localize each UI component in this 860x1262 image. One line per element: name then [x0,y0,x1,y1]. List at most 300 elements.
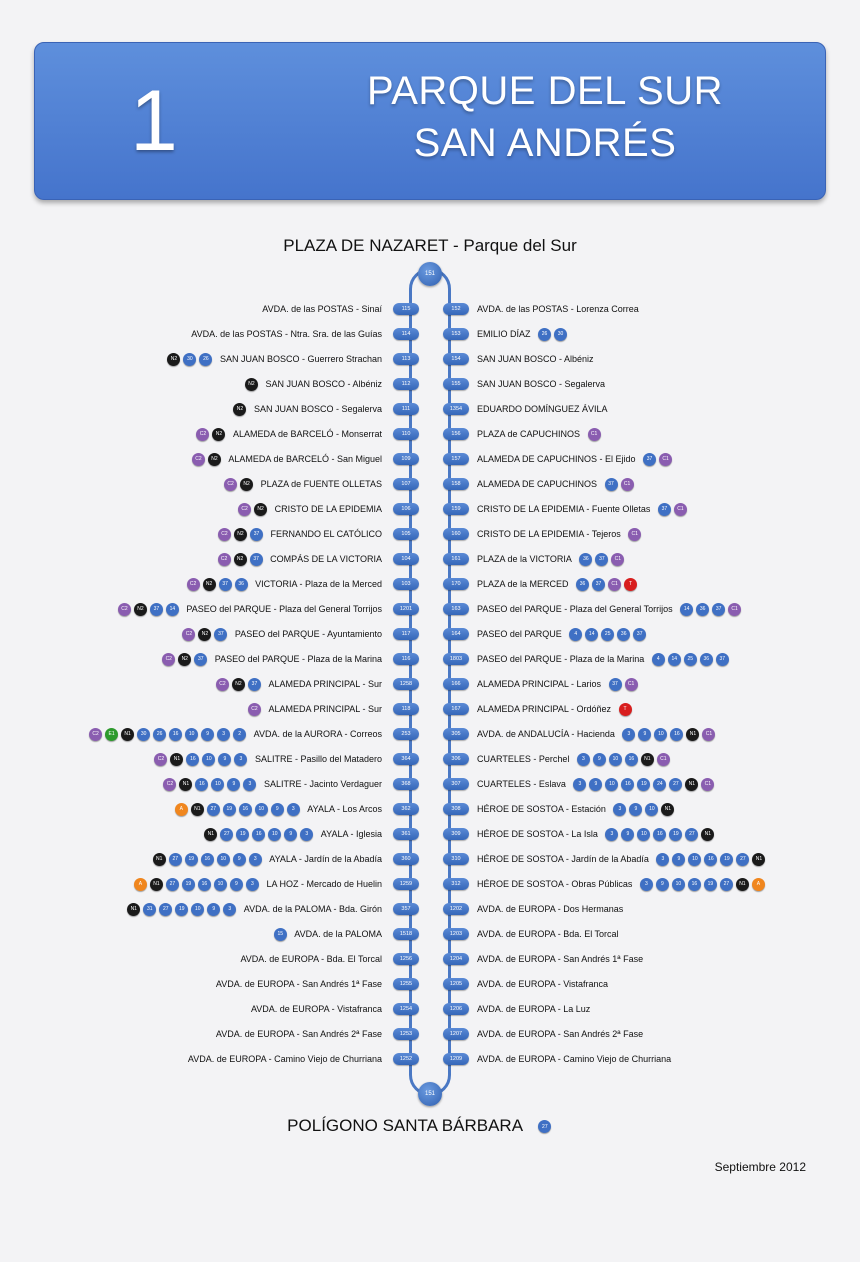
stop-row-left [216,526,382,542]
stop-row-left [214,676,382,692]
stop-row-right [477,751,671,767]
stop-row-right [477,476,635,492]
connection-badge: 19 [704,878,717,891]
connection-badge: 27 [207,803,220,816]
connection-badge: 19 [223,803,236,816]
connection-badge: 16 [653,828,666,841]
stop-name: AVDA. de EUROPA - La Luz [477,1004,591,1014]
connection-badge: N1 [153,853,166,866]
stop-code: 1202 [443,903,469,915]
stop-name: AVDA. de EUROPA - Dos Hermanas [477,904,624,914]
stop-name: HÉROE DE SOSTOA - Jardín de la Abadía [477,854,649,864]
connection-badge: N2 [134,603,147,616]
stop-code: 357 [393,903,419,915]
connection-badge: N2 [212,428,225,441]
connection-badge: 27 [166,878,179,891]
stop-connections [151,853,263,866]
connection-badge: N1 [204,828,217,841]
stop-code: 116 [393,653,419,665]
stop-code: 111 [393,403,419,415]
connection-badge: 3 [622,728,635,741]
stop-connections [237,503,269,516]
connection-badge: 26 [153,728,166,741]
stop-code: 1207 [443,1028,469,1040]
stop-code: 113 [393,353,419,365]
connection-badge: 3 [243,778,256,791]
stop-name: AYALA - Jardín de la Abadía [269,854,382,864]
connection-badge: 27 [169,853,182,866]
stop-connections [162,778,258,791]
stop-row-right [477,926,625,942]
connection-badge: N1 [127,903,140,916]
stop-row-left [245,1001,382,1017]
stop-name: PLAZA de FUENTE OLLETAS [260,479,382,489]
connection-badge: 37 [214,628,227,641]
connection-badge: C2 [216,678,229,691]
connection-badge: C2 [218,553,231,566]
top-terminus: PLAZA DE NAZARET - Parque del Sur [283,236,577,255]
connection-badge: N2 [208,453,221,466]
connection-badge: 27 [220,828,233,841]
stop-row-left [182,1051,382,1067]
connection-badge: 37 [248,678,261,691]
stop-name: CUARTELES - Eslava [477,779,566,789]
stop-code: 253 [393,728,419,740]
connection-badge: 37 [250,553,263,566]
stop-connections [190,453,222,466]
connection-badge: C1 [657,753,670,766]
stop-connections [537,328,569,341]
stop-connections [185,578,249,591]
connection-badge: 2 [233,728,246,741]
stop-name: COMPÁS DE LA VICTORIA [270,554,382,564]
connection-badge: 10 [268,828,281,841]
stop-code: 114 [393,328,419,340]
connection-badge: 9 [227,778,240,791]
stop-connections [173,803,301,816]
stop-name: AVDA. de la PALOMA - Bda. Girón [243,904,382,914]
stop-connections [638,878,766,891]
stop-code: 163 [443,603,469,615]
connection-badge: C2 [248,703,261,716]
stop-name: LA HOZ - Mercado de Huelin [266,879,382,889]
stop-connections [575,578,639,591]
stop-name: AVDA. de las POSTAS - Lorenza Correa [477,304,639,314]
stop-name: ALAMEDA PRINCIPAL - Sur [268,679,382,689]
connection-badge: 19 [669,828,682,841]
stop-row-left [210,1026,382,1042]
stop-row-right [477,801,676,817]
stop-code: 153 [443,328,469,340]
connection-badge: 16 [252,828,265,841]
stop-name: VICTORIA - Plaza de la Merced [255,579,382,589]
connection-badge: 36 [617,628,630,641]
connection-badge: 19 [182,878,195,891]
connection-badge: 10 [654,728,667,741]
connection-badge: N2 [198,628,211,641]
connection-badge: 30 [183,353,196,366]
stop-name: AYALA - Iglesia [320,829,382,839]
stop-name: CRISTO DE LA EPIDEMIA - Tejeros [477,529,621,539]
connection-badge: 26 [538,328,551,341]
stop-code: 157 [443,453,469,465]
bottom-terminus-name: POLÍGONO SANTA BÁRBARA [287,1116,523,1135]
stop-code: 1203 [443,928,469,940]
connection-badge: 30 [554,328,567,341]
connection-badge: 9 [629,803,642,816]
stop-code: 1803 [443,653,469,665]
connection-badge: 37 [605,478,618,491]
connection-badge: N1 [686,728,699,741]
connection-badge: 37 [712,603,725,616]
stop-code: 361 [393,828,419,840]
stop-row-right [477,851,767,867]
connection-badge: 19 [720,853,733,866]
stop-row-left [166,351,382,367]
stop-row-right [477,876,766,892]
stop-code: 117 [393,628,419,640]
connection-badge: E1 [105,728,118,741]
stop-name: FERNANDO EL CATÓLICO [270,529,382,539]
stop-name: CRISTO DE LA EPIDEMIA - Fuente Olletas [477,504,651,514]
connection-badge: 30 [137,728,150,741]
stop-row-right [477,651,730,667]
stop-row-right [477,301,645,317]
stop-code: 160 [443,528,469,540]
connection-badge: N2 [203,578,216,591]
stop-row-right [477,1001,596,1017]
stop-row-right [477,1051,677,1067]
stop-code: 364 [393,753,419,765]
stop-code: 107 [393,478,419,490]
connection-badge: 36 [576,578,589,591]
connection-badge: N2 [167,353,180,366]
connection-badge: N2 [232,678,245,691]
stop-name: SAN JUAN BOSCO - Guerrero Strachan [219,354,382,364]
stop-code: 104 [393,553,419,565]
stop-row-left [272,926,382,942]
stop-name: AVDA. de EUROPA - Bda. El Torcal [240,954,382,964]
stop-connections [656,503,688,516]
stop-name: AVDA. de EUROPA - San Andrés 2ª Fase [477,1029,644,1039]
connection-badge: C1 [659,453,672,466]
connection-badge: N1 [121,728,134,741]
stop-row-right [477,351,600,367]
connection-badge: C2 [89,728,102,741]
stop-code: 309 [443,828,469,840]
connection-badge: 10 [211,778,224,791]
stop-name: SAN JUAN BOSCO - Albéniz [265,379,382,389]
connection-badge: 37 [194,653,207,666]
stop-name: AYALA - Los Arcos [307,804,382,814]
stop-row-right [477,626,648,642]
stop-row-left [161,651,382,667]
stop-connections [126,903,238,916]
connection-badge: 16 [198,878,211,891]
connection-badge: 27 [538,1120,551,1133]
stop-connections [578,553,626,566]
connection-badge: C1 [588,428,601,441]
connection-badge: A [134,878,147,891]
stop-connections [642,453,674,466]
stop-row-left [153,751,382,767]
stop-code: 308 [443,803,469,815]
stop-row-left [210,976,382,992]
stop-name: HÉROE DE SOSTOA - Obras Públicas [477,879,633,889]
stop-code: 152 [443,303,469,315]
connection-badge: C2 [218,528,231,541]
stop-name: PASEO del PARQUE - Plaza de la Marina [477,654,645,664]
bottom-terminus-code: 151 [418,1082,442,1106]
connection-badge: C1 [701,778,714,791]
connection-badge: C1 [674,503,687,516]
stop-code: 106 [393,503,419,515]
connection-badge: 37 [250,528,263,541]
stop-code: 170 [443,578,469,590]
stop-name: AVDA. de las POSTAS - Ntra. Sra. de las Guías [191,329,382,339]
route-origin: PARQUE DEL SUR [367,69,723,113]
connection-badge: N1 [661,803,674,816]
connection-badge: 14 [680,603,693,616]
connection-badge: 3 [300,828,313,841]
stop-connections [604,828,716,841]
connection-badge: 37 [643,453,656,466]
stop-row-left [185,326,382,342]
stop-row-right [477,376,611,392]
stop-connections [568,628,648,641]
stop-name: PASEO del PARQUE - Plaza de la Marina [214,654,382,664]
stop-connections [195,428,227,441]
stop-name: ALAMEDA PRINCIPAL - Sur [268,704,382,714]
stop-name: AVDA. de las POSTAS - Sinaí [262,304,382,314]
connection-badge: C2 [118,603,131,616]
stop-code: 307 [443,778,469,790]
stop-connections [617,703,633,716]
stop-connections [181,628,229,641]
connection-badge: 3 [640,878,653,891]
connection-badge: C2 [163,778,176,791]
connection-badge: C2 [192,453,205,466]
connection-badge: 37 [150,603,163,616]
stop-code: 360 [393,853,419,865]
stop-connections [166,353,214,366]
stop-name: ALAMEDA DE CAPUCHINOS [477,479,598,489]
stop-name: AVDA. de EUROPA - Camino Viejo de Churriana [477,1054,672,1064]
connection-badge: N2 [245,378,258,391]
connection-badge: C1 [728,603,741,616]
stop-connections [116,603,180,616]
connection-badge: 14 [668,653,681,666]
connection-badge: 27 [159,903,172,916]
connection-badge: C2 [238,503,251,516]
route-destination: SAN ANDRÉS [413,121,677,165]
stop-code: 1256 [393,953,419,965]
connection-badge: 9 [638,728,651,741]
stop-row-right [477,551,626,567]
stop-code: 1255 [393,978,419,990]
line-number: 1 [130,73,178,169]
stop-connections [679,603,743,616]
stop-name: AVDA. de EUROPA - San Andrés 2ª Fase [215,1029,382,1039]
stop-name: PASEO del PARQUE - Plaza del General Torrijos [477,604,673,614]
connection-badge: N2 [240,478,253,491]
connection-badge: 3 [287,803,300,816]
connection-badge: A [752,878,765,891]
stop-code: 164 [443,628,469,640]
stop-row-left [162,776,382,792]
stop-row-left [181,626,382,642]
connection-badge: 3 [249,853,262,866]
stop-code: 305 [443,728,469,740]
stop-row-right [477,826,716,842]
stop-row-left [216,551,382,567]
stop-name: PASEO del PARQUE [477,629,562,639]
connection-badge: 10 [672,878,685,891]
stop-name: ALAMEDA PRINCIPAL - Larios [477,679,602,689]
connection-badge: C1 [625,678,638,691]
stop-name: AVDA. de EUROPA - Camino Viejo de Churriana [187,1054,382,1064]
stop-code: 1204 [443,953,469,965]
stop-row-left [126,901,382,917]
stop-row-right [477,426,602,442]
connection-badge: 26 [199,353,212,366]
connection-badge: C1 [608,578,621,591]
stop-connections [612,803,676,816]
stop-code: 115 [393,303,419,315]
stop-name: PLAZA de la VICTORIA [477,554,572,564]
stop-connections [243,378,259,391]
connection-badge: 19 [236,828,249,841]
connection-badge: 16 [195,778,208,791]
stop-name: AVDA. de EUROPA - Vistafranca [250,1004,382,1014]
connection-badge: 3 [223,903,236,916]
connection-badge: 9 [233,853,246,866]
connection-badge: C2 [182,628,195,641]
stop-connections [607,678,639,691]
connection-badge: 3 [217,728,230,741]
stop-connections [621,728,717,741]
stop-connections [214,678,262,691]
stop-row-right [477,976,614,992]
connection-badge: N1 [752,853,765,866]
stop-row-left [132,876,382,892]
connection-badge: N1 [701,828,714,841]
stop-row-right [477,601,743,617]
connection-badge: 4 [652,653,665,666]
stop-code: 109 [393,453,419,465]
connection-badge: 9 [656,878,669,891]
stop-name: ALAMEDA de BARCELÓ - Monserrat [232,429,382,439]
stop-code: 1254 [393,1003,419,1015]
connection-badge: 9 [621,828,634,841]
stop-row-right [477,576,639,592]
connection-badge: N2 [233,403,246,416]
stop-name: AVDA. de ANDALUCÍA - Hacienda [477,729,615,739]
stop-name: AVDA. de la PALOMA [294,929,382,939]
stop-code: 1206 [443,1003,469,1015]
stop-name: SALITRE - Jacinto Verdaguer [263,779,382,789]
connection-badge: 10 [645,803,658,816]
connection-badge: C1 [702,728,715,741]
connection-badge: 10 [214,878,227,891]
connection-badge: N2 [234,528,247,541]
stop-row-left [173,801,382,817]
stop-name: PASEO del PARQUE - Ayuntamiento [234,629,382,639]
stop-name: SAN JUAN BOSCO - Segalerva [477,379,606,389]
connection-badge: 25 [684,653,697,666]
stop-code: 1205 [443,978,469,990]
stop-connections [132,878,260,891]
connection-badge: 9 [218,753,231,766]
connection-badge: 9 [284,828,297,841]
stop-connections [216,553,264,566]
connection-badge: T [624,578,637,591]
stop-connections [603,478,635,491]
route-name [335,65,755,169]
stop-code: 312 [443,878,469,890]
stop-name: PLAZA de CAPUCHINOS [477,429,581,439]
stop-name: EDUARDO DOMÍNGUEZ ÁVILA [477,404,608,414]
stop-code: 118 [393,703,419,715]
connection-badge: 10 [605,778,618,791]
connection-badge: 16 [239,803,252,816]
stop-code: 159 [443,503,469,515]
connection-badge: 3 [605,828,618,841]
stop-connections [161,653,209,666]
connection-badge: C2 [187,578,200,591]
stop-name: EMILIO DÍAZ [477,329,531,339]
stop-code: 1259 [393,878,419,890]
connection-badge: 10 [185,728,198,741]
connection-badge: 16 [186,753,199,766]
connection-badge: 3 [577,753,590,766]
stop-code: 112 [393,378,419,390]
bottom-terminus-badges [537,1120,553,1133]
connection-badge: 10 [255,803,268,816]
stop-row-left [190,451,382,467]
connection-badge: 10 [637,828,650,841]
stop-row-right [477,526,643,542]
stop-row-right [477,701,633,717]
connection-badge: N1 [685,778,698,791]
stop-code: 155 [443,378,469,390]
stop-code: 1253 [393,1028,419,1040]
stop-code: 166 [443,678,469,690]
bottom-terminus [250,1116,590,1136]
connection-badge: 10 [202,753,215,766]
connection-badge: 19 [175,903,188,916]
connection-badge: 16 [704,853,717,866]
connection-badge: 9 [593,753,606,766]
stop-row-right [477,1026,649,1042]
stop-name: SAN JUAN BOSCO - Albéniz [477,354,594,364]
stop-name: AVDA. de EUROPA - San Andrés 1ª Fase [215,979,382,989]
connection-badge: 10 [609,753,622,766]
connection-badge: C1 [611,553,624,566]
connection-badge: 37 [633,628,646,641]
connection-badge: 19 [637,778,650,791]
connection-badge: 3 [246,878,259,891]
stop-code: 368 [393,778,419,790]
stop-name: PASEO del PARQUE - Plaza del General Torrijos [186,604,382,614]
stop-row-left [88,726,382,742]
connection-badge: 25 [601,628,614,641]
connection-badge: 16 [688,878,701,891]
stop-code: 1201 [393,603,419,615]
stop-row-left [234,951,382,967]
stop-code: 103 [393,578,419,590]
connection-badge: 9 [201,728,214,741]
